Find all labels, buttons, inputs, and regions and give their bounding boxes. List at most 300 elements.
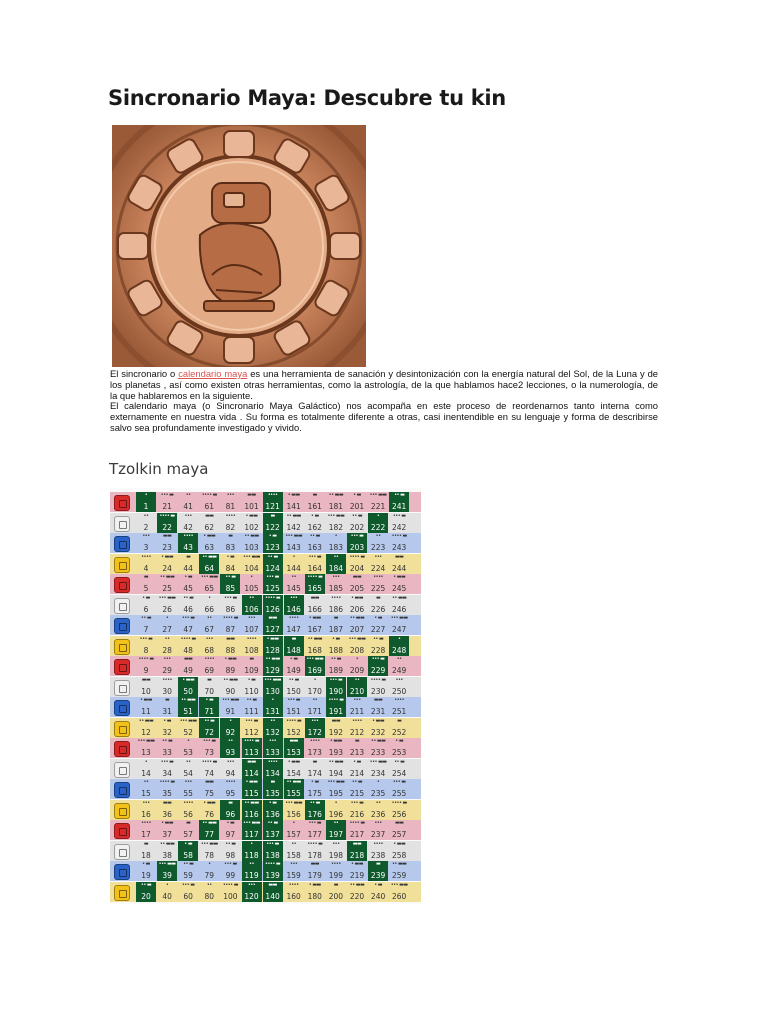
kin-number: 138 <box>265 850 280 860</box>
kin-cell <box>199 697 219 717</box>
kin-cell <box>136 656 156 676</box>
kin-number: 243 <box>392 543 407 552</box>
kin-number: 223 <box>370 543 386 552</box>
kin-cell <box>305 513 325 533</box>
kin-number: 175 <box>307 789 322 798</box>
kin-cell <box>263 800 283 820</box>
kin-number: 80 <box>204 891 215 901</box>
tone-dots: • ▬ <box>163 717 171 724</box>
kin-cell <box>326 513 346 533</box>
day-sign-glyph-icon <box>114 762 130 778</box>
tone-dots: • ▬ <box>353 758 361 765</box>
tone-dots: ••• <box>247 615 256 621</box>
kin-cell <box>347 820 367 840</box>
paragraph-text: es una herramienta de sanación y desintonización con la energía natural del Sol, de la Luna y de los planetas , así como existen otras herramientas, como la astrología, de la que hablamos hace2 lecciones, o la numerología, de la que hablaremos en la siguiente. <box>110 368 658 401</box>
tone-dots: • ▬ <box>268 799 277 806</box>
kin-number: 253 <box>392 748 407 757</box>
kin-number: 45 <box>183 584 193 593</box>
kin-cell <box>326 779 346 799</box>
kin-cell <box>136 595 156 615</box>
tone-dots: •• ▬ <box>267 553 278 560</box>
tone-dots: • <box>313 676 317 683</box>
tone-dots: • ▬▬ <box>287 758 300 765</box>
tone-dots: • ▬▬ <box>266 635 279 642</box>
tone-dots: •••• ▬ <box>201 492 217 498</box>
tone-dots: •••• <box>246 635 257 642</box>
tone-dots: • ▬▬ <box>351 861 363 867</box>
kin-cell <box>220 595 240 615</box>
tone-dots: ••• ▬▬ <box>158 861 176 867</box>
kin-number: 77 <box>204 830 215 839</box>
tone-dots: •••• <box>225 779 236 785</box>
tone-dots: •• ▬ <box>309 533 320 539</box>
kin-cell <box>178 513 198 533</box>
kin-number: 176 <box>307 809 322 819</box>
tone-dots: •• <box>291 574 297 580</box>
tone-dots: •• <box>185 492 191 498</box>
kin-cell <box>220 718 240 738</box>
kin-number: 132 <box>265 727 280 737</box>
kin-cell <box>305 574 325 594</box>
kin-number: 210 <box>349 686 365 696</box>
kin-number: 239 <box>370 871 386 880</box>
tone-dots: ••• ▬ <box>392 512 406 519</box>
tone-dots: • ▬▬ <box>161 553 174 560</box>
kin-cell <box>178 759 198 779</box>
tone-dots: ▬ <box>333 615 338 621</box>
kin-number: 202 <box>349 522 365 532</box>
kin-number: 230 <box>370 686 386 696</box>
kin-number: 38 <box>162 850 172 860</box>
kin-number: 225 <box>370 584 386 593</box>
tone-dots: •• <box>227 738 233 744</box>
kin-cell <box>389 615 409 635</box>
tone-dots: ••• ▬ <box>308 820 322 826</box>
tzolkin-row <box>110 882 421 902</box>
kin-cell <box>199 492 219 512</box>
tone-dots: •• <box>270 717 276 724</box>
kin-number: 86 <box>225 604 236 614</box>
kin-number: 65 <box>204 584 215 593</box>
calendario-maya-link[interactable]: calendario maya <box>178 368 248 379</box>
kin-cell <box>242 718 262 738</box>
kin-cell <box>368 697 388 717</box>
tzolkin-row <box>110 841 421 861</box>
kin-cell <box>220 759 240 779</box>
kin-cell <box>326 861 346 881</box>
tone-dots: ••• ▬▬ <box>264 676 282 683</box>
tone-dots: • ▬ <box>268 533 277 539</box>
tone-dots: ••• <box>268 738 277 744</box>
kin-number: 114 <box>244 768 259 778</box>
tone-dots: •• ▬▬ <box>159 574 175 580</box>
tone-dots: ▬▬ <box>352 840 362 847</box>
kin-cell <box>368 554 388 574</box>
kin-number: 96 <box>225 809 236 819</box>
tone-dots: ••• <box>353 697 361 703</box>
kin-cell <box>157 800 177 820</box>
kin-cell <box>178 677 198 697</box>
kin-number: 7 <box>143 625 149 634</box>
kin-cell <box>199 759 219 779</box>
kin-number: 28 <box>162 645 172 655</box>
kin-number: 177 <box>307 830 322 839</box>
kin-number: 241 <box>392 502 407 511</box>
kin-number: 187 <box>328 625 344 634</box>
kin-cell <box>178 574 198 594</box>
kin-cell <box>263 513 283 533</box>
kin-cell <box>242 513 262 533</box>
tone-dots: •• ▬▬ <box>159 840 175 847</box>
kin-number: 8 <box>143 645 149 655</box>
tone-dots: • ▬ <box>395 738 404 744</box>
kin-number: 168 <box>307 645 322 655</box>
tone-dots: ••• ▬ <box>350 533 364 539</box>
page-title: Sincronario Maya: Descubre tu kin <box>108 86 506 110</box>
kin-number: 121 <box>265 502 280 511</box>
kin-number: 53 <box>183 748 193 757</box>
tone-dots: ••• ▬▬ <box>137 738 155 744</box>
kin-cell <box>389 697 409 717</box>
tone-dots: •••• ▬ <box>243 738 260 744</box>
tone-dots: •• <box>354 676 360 683</box>
kin-number: 255 <box>392 789 407 798</box>
kin-number: 19 <box>141 871 151 880</box>
kin-number: 135 <box>265 789 280 798</box>
kin-number: 144 <box>286 563 301 573</box>
kin-cell <box>389 595 409 615</box>
kin-number: 190 <box>328 686 344 696</box>
kin-cell <box>389 656 409 676</box>
tone-dots: •• <box>164 635 170 642</box>
kin-number: 198 <box>328 850 344 860</box>
kin-number: 117 <box>244 830 259 839</box>
kin-cell <box>263 861 283 881</box>
kin-number: 165 <box>307 584 322 593</box>
tzolkin-row <box>110 492 421 512</box>
kin-number: 244 <box>392 563 407 573</box>
tone-dots: •••• ▬ <box>159 512 175 519</box>
tone-dots: ▬▬ <box>289 738 298 744</box>
kin-number: 94 <box>225 768 236 778</box>
tzolkin-row <box>110 574 421 594</box>
kin-cell <box>305 861 325 881</box>
kin-cell <box>157 779 177 799</box>
kin-cell <box>178 595 198 615</box>
kin-cell <box>326 820 346 840</box>
tone-dots: ••• ▬▬ <box>327 779 345 785</box>
kin-number: 115 <box>244 789 259 798</box>
kin-number: 119 <box>244 871 259 880</box>
kin-cell <box>326 492 346 512</box>
kin-cell <box>305 492 325 512</box>
kin-cell <box>347 636 367 656</box>
tzolkin-row <box>110 677 421 697</box>
kin-number: 226 <box>370 604 386 614</box>
kin-number: 186 <box>328 604 344 614</box>
kin-number: 257 <box>392 830 407 839</box>
tone-dots: ••• ▬▬ <box>200 840 218 847</box>
kin-cell <box>242 738 262 758</box>
tone-dots: •••• <box>352 717 362 724</box>
tone-dots: •••• <box>141 553 151 560</box>
kin-cell <box>347 595 367 615</box>
tone-dots: •• <box>249 594 254 601</box>
kin-cell <box>263 615 283 635</box>
tone-dots: ▬ <box>375 861 381 867</box>
kin-number: 16 <box>141 809 151 819</box>
kin-number: 240 <box>370 891 386 901</box>
tone-dots: •• ▬▬ <box>328 492 344 498</box>
tone-dots: •• ▬ <box>246 697 257 703</box>
tone-dots: ••• ▬▬ <box>243 553 260 560</box>
tone-dots: •• ▬▬ <box>370 738 386 744</box>
tone-dots: • ▬▬ <box>372 717 385 724</box>
tone-dots: •• ▬▬ <box>180 697 196 703</box>
kin-cell <box>305 697 325 717</box>
tone-dots: •• <box>333 820 339 826</box>
kin-number: 206 <box>349 604 365 614</box>
tone-dots: ••• ▬ <box>266 840 279 847</box>
tone-dots: •• ▬ <box>140 615 152 621</box>
day-sign-glyph-icon <box>114 577 130 593</box>
kin-number: 79 <box>204 871 215 880</box>
kin-number: 127 <box>265 625 280 634</box>
kin-number: 35 <box>162 789 172 798</box>
kin-number: 106 <box>244 604 259 614</box>
tone-dots: • <box>334 533 338 539</box>
tone-dots: ▬ <box>228 799 233 806</box>
tone-dots: • <box>271 697 274 703</box>
maya-calendar-image <box>112 125 366 367</box>
kin-number: 72 <box>204 727 215 737</box>
tone-dots: •• <box>249 861 254 867</box>
kin-number: 145 <box>286 584 301 593</box>
kin-cell <box>157 820 177 840</box>
kin-number: 122 <box>265 522 280 532</box>
kin-number: 160 <box>286 891 301 901</box>
tone-dots: ••• ▬▬ <box>348 635 366 642</box>
tone-dots: ▬▬ <box>352 574 362 580</box>
kin-number: 152 <box>286 727 301 737</box>
tone-dots: ••• ▬▬ <box>200 574 218 580</box>
kin-cell <box>305 533 325 553</box>
kin-number: 23 <box>162 543 172 552</box>
tzolkin-row <box>110 554 421 574</box>
kin-cell <box>242 554 262 574</box>
tone-dots: •• ▬▬ <box>286 779 301 785</box>
tone-dots: • ▬ <box>310 512 319 519</box>
kin-cell <box>305 841 325 861</box>
kin-cell <box>157 841 177 861</box>
kin-cell <box>220 841 240 861</box>
kin-cell <box>263 779 283 799</box>
kin-cell <box>326 656 346 676</box>
kin-number: 232 <box>370 727 386 737</box>
kin-cell <box>305 800 325 820</box>
tone-dots: • ▬ <box>353 492 361 498</box>
kin-number: 136 <box>265 809 280 819</box>
kin-cell <box>326 574 346 594</box>
kin-number: 259 <box>392 871 407 880</box>
kin-cell <box>389 636 409 656</box>
tone-dots: ••• ▬ <box>371 656 385 662</box>
tzolkin-row <box>110 800 421 820</box>
tone-dots: •• ▬▬ <box>202 820 217 826</box>
tone-dots: ••• ▬ <box>181 881 195 888</box>
kin-cell <box>136 759 156 779</box>
kin-cell <box>178 697 198 717</box>
kin-cell <box>347 697 367 717</box>
kin-number: 254 <box>392 768 407 778</box>
tone-dots: • ▬▬ <box>393 840 406 847</box>
kin-cell <box>284 615 304 635</box>
kin-cell <box>305 759 325 779</box>
kin-number: 102 <box>244 522 259 532</box>
tone-dots: ••• ▬▬ <box>369 492 387 498</box>
kin-cell <box>326 800 346 820</box>
kin-cell <box>326 882 346 902</box>
kin-number: 211 <box>349 707 365 716</box>
tone-dots: ••• ▬ <box>181 615 195 621</box>
kin-cell <box>178 820 198 840</box>
day-sign-glyph-icon <box>114 598 130 614</box>
tone-dots: • <box>165 615 169 621</box>
tone-dots: •••• <box>183 533 194 539</box>
kin-number: 104 <box>244 563 259 573</box>
tone-dots: •••• ▬ <box>391 533 407 539</box>
kin-cell <box>136 841 156 861</box>
day-sign-glyph-icon <box>114 495 130 511</box>
kin-cell <box>178 656 198 676</box>
kin-cell <box>136 882 156 902</box>
kin-cell <box>136 779 156 799</box>
kin-cell <box>178 636 198 656</box>
tone-dots: • <box>376 512 380 519</box>
kin-number: 34 <box>162 768 172 778</box>
kin-cell <box>389 513 409 533</box>
day-sign-glyph-icon <box>114 844 130 860</box>
kin-number: 85 <box>225 584 236 593</box>
kin-cell <box>368 636 388 656</box>
kin-cell <box>326 677 346 697</box>
kin-number: 141 <box>286 502 301 511</box>
day-sign-glyph-icon <box>114 680 130 696</box>
tone-dots: ••• ▬▬ <box>327 512 345 519</box>
kin-cell <box>220 861 240 881</box>
kin-number: 153 <box>286 748 301 757</box>
kin-cell <box>199 882 219 902</box>
kin-number: 84 <box>225 563 236 573</box>
kin-number: 181 <box>328 502 344 511</box>
kin-cell <box>178 738 198 758</box>
kin-cell <box>178 533 198 553</box>
kin-number: 237 <box>370 830 386 839</box>
kin-number: 24 <box>162 563 172 573</box>
kin-cell <box>389 820 409 840</box>
paragraph-text: El sincronario o <box>110 368 179 379</box>
tone-dots: ••• ▬ <box>287 697 301 703</box>
kin-cell <box>136 554 156 574</box>
tone-dots: •• <box>143 512 149 519</box>
kin-cell <box>136 513 156 533</box>
kin-number: 33 <box>162 748 172 757</box>
kin-number: 27 <box>162 625 172 634</box>
kin-cell <box>284 636 304 656</box>
kin-cell <box>284 554 304 574</box>
kin-cell <box>347 513 367 533</box>
kin-cell <box>220 492 240 512</box>
kin-cell <box>389 759 409 779</box>
kin-cell <box>368 841 388 861</box>
kin-number: 200 <box>328 891 344 901</box>
kin-cell <box>220 779 240 799</box>
kin-cell <box>389 779 409 799</box>
kin-cell <box>178 779 198 799</box>
tone-dots: • ▬ <box>142 594 150 601</box>
kin-cell <box>242 697 262 717</box>
kin-cell <box>368 513 388 533</box>
kin-number: 42 <box>183 522 193 532</box>
tone-dots: ••• ▬▬ <box>285 799 303 806</box>
kin-number: 161 <box>307 502 322 511</box>
kin-cell <box>263 718 283 738</box>
kin-cell <box>178 841 198 861</box>
tone-dots: ••• <box>142 533 150 539</box>
kin-number: 207 <box>349 625 365 634</box>
kin-cell <box>136 636 156 656</box>
kin-cell <box>263 554 283 574</box>
kin-cell <box>157 677 177 697</box>
kin-cell <box>305 677 325 697</box>
kin-number: 179 <box>307 871 322 880</box>
kin-cell <box>199 779 219 799</box>
kin-number: 82 <box>225 522 236 532</box>
tone-dots: ▬ <box>228 533 233 539</box>
tone-dots: • ▬ <box>374 615 382 621</box>
kin-number: 235 <box>370 789 386 798</box>
kin-number: 191 <box>328 707 344 716</box>
kin-number: 236 <box>370 809 386 819</box>
tone-dots: • <box>292 553 295 560</box>
kin-number: 97 <box>225 830 236 839</box>
kin-cell <box>157 759 177 779</box>
tone-dots: • ▬ <box>374 881 382 888</box>
tone-dots: • <box>144 492 148 498</box>
tone-dots: •• ▬ <box>394 492 405 498</box>
tone-dots: •• ▬ <box>330 656 341 662</box>
tone-dots: •• <box>375 799 381 806</box>
kin-number: 112 <box>244 727 259 737</box>
kin-number: 90 <box>225 686 236 696</box>
kin-number: 100 <box>223 891 238 901</box>
kin-cell <box>389 738 409 758</box>
kin-number: 125 <box>265 584 280 593</box>
kin-cell <box>347 882 367 902</box>
kin-cell <box>326 554 346 574</box>
tone-dots: ••• <box>142 799 150 806</box>
tone-dots: ••• ▬ <box>392 779 406 785</box>
kin-number: 5 <box>143 584 149 593</box>
kin-number: 51 <box>183 707 193 716</box>
kin-number: 204 <box>349 563 365 573</box>
kin-cell <box>242 615 262 635</box>
kin-number: 107 <box>244 625 259 634</box>
kin-cell <box>136 718 156 738</box>
kin-number: 56 <box>183 809 193 819</box>
day-sign-glyph-icon <box>114 659 130 675</box>
kin-cell <box>199 656 219 676</box>
